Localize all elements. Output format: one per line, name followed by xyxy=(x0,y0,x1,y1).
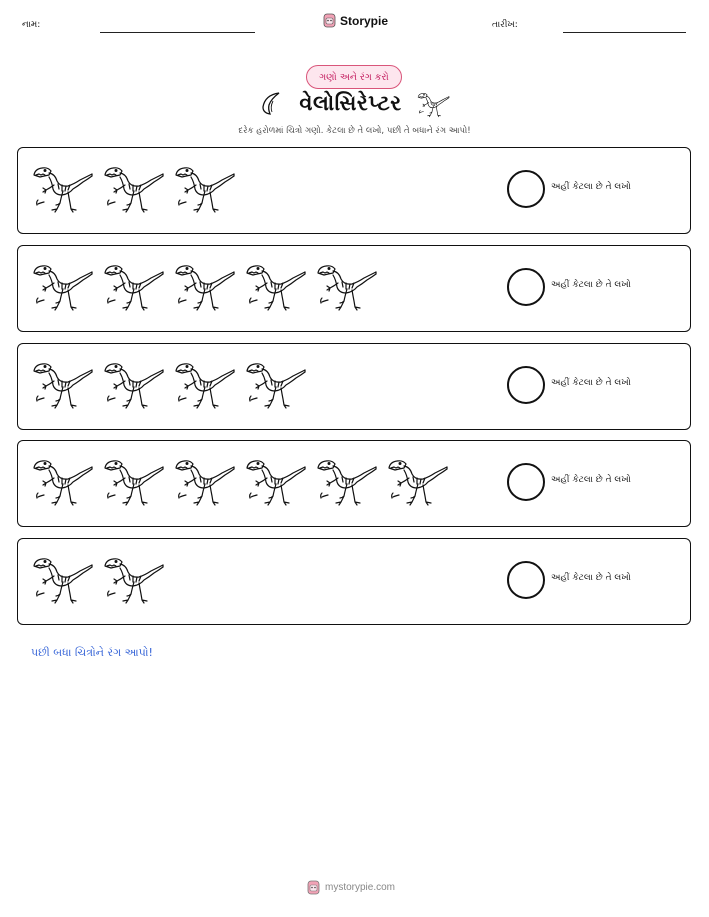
dino-group xyxy=(30,451,449,507)
brand xyxy=(323,13,388,28)
velociraptor-drawing xyxy=(101,549,165,605)
date-label: તારીખ: xyxy=(492,20,518,30)
title-row xyxy=(0,88,709,118)
velociraptor-drawing xyxy=(172,256,236,312)
answer-label: અહીં કેટલા છે તે લખો xyxy=(551,573,631,583)
velociraptor-drawing xyxy=(30,549,94,605)
page-title: વેલોસિરેપ્ટર xyxy=(299,90,402,115)
velociraptor-drawing xyxy=(101,256,165,312)
velociraptor-drawing xyxy=(30,256,94,312)
date-line[interactable] xyxy=(563,32,686,33)
count-row xyxy=(17,440,691,527)
answer-circle[interactable] xyxy=(507,366,545,404)
count-row xyxy=(17,343,691,430)
storypie-logo-icon xyxy=(307,880,320,895)
answer-circle[interactable] xyxy=(507,561,545,599)
count-row xyxy=(17,147,691,234)
dino-group xyxy=(30,158,236,214)
storypie-logo-icon xyxy=(323,13,336,28)
dino-group xyxy=(30,256,378,312)
dino-group xyxy=(30,549,165,605)
velociraptor-icon xyxy=(416,88,450,118)
velociraptor-drawing xyxy=(385,451,449,507)
activity-badge: ગણો અને રંગ કરો xyxy=(306,65,402,89)
answer-label: અહીં કેટલા છે તે લખો xyxy=(551,182,631,192)
velociraptor-drawing xyxy=(172,354,236,410)
brand-name: Storypie xyxy=(340,13,389,28)
velociraptor-drawing xyxy=(314,451,378,507)
velociraptor-drawing xyxy=(101,354,165,410)
answer-label: અહીં કેટલા છે તે લખો xyxy=(551,280,631,290)
name-label: નામ: xyxy=(22,20,41,30)
velociraptor-drawing xyxy=(30,451,94,507)
velociraptor-drawing xyxy=(243,256,307,312)
velociraptor-drawing xyxy=(314,256,378,312)
footer-url[interactable]: mystorypie.com xyxy=(325,882,396,893)
count-row xyxy=(17,245,691,332)
velociraptor-drawing xyxy=(101,451,165,507)
name-line[interactable] xyxy=(100,32,255,33)
claw-icon xyxy=(259,90,285,116)
velociraptor-drawing xyxy=(172,158,236,214)
footer xyxy=(307,880,395,895)
answer-label: અહીં કેટલા છે તે લખો xyxy=(551,378,631,388)
velociraptor-drawing xyxy=(101,158,165,214)
velociraptor-drawing xyxy=(243,451,307,507)
answer-label: અહીં કેટલા છે તે લખો xyxy=(551,475,631,485)
velociraptor-drawing xyxy=(30,354,94,410)
answer-circle[interactable] xyxy=(507,463,545,501)
dino-group xyxy=(30,354,307,410)
velociraptor-drawing xyxy=(243,354,307,410)
velociraptor-drawing xyxy=(172,451,236,507)
answer-circle[interactable] xyxy=(507,268,545,306)
count-row xyxy=(17,538,691,625)
velociraptor-drawing xyxy=(30,158,94,214)
footer-note: પછી બધા ચિત્રોને રંગ આપો! xyxy=(31,646,153,659)
answer-circle[interactable] xyxy=(507,170,545,208)
instructions: દરેક હરોળમાં ચિત્રો ગણો. કેટલા છે તે લખો, પછી તે બધાને રંગ આપો! xyxy=(238,126,471,136)
